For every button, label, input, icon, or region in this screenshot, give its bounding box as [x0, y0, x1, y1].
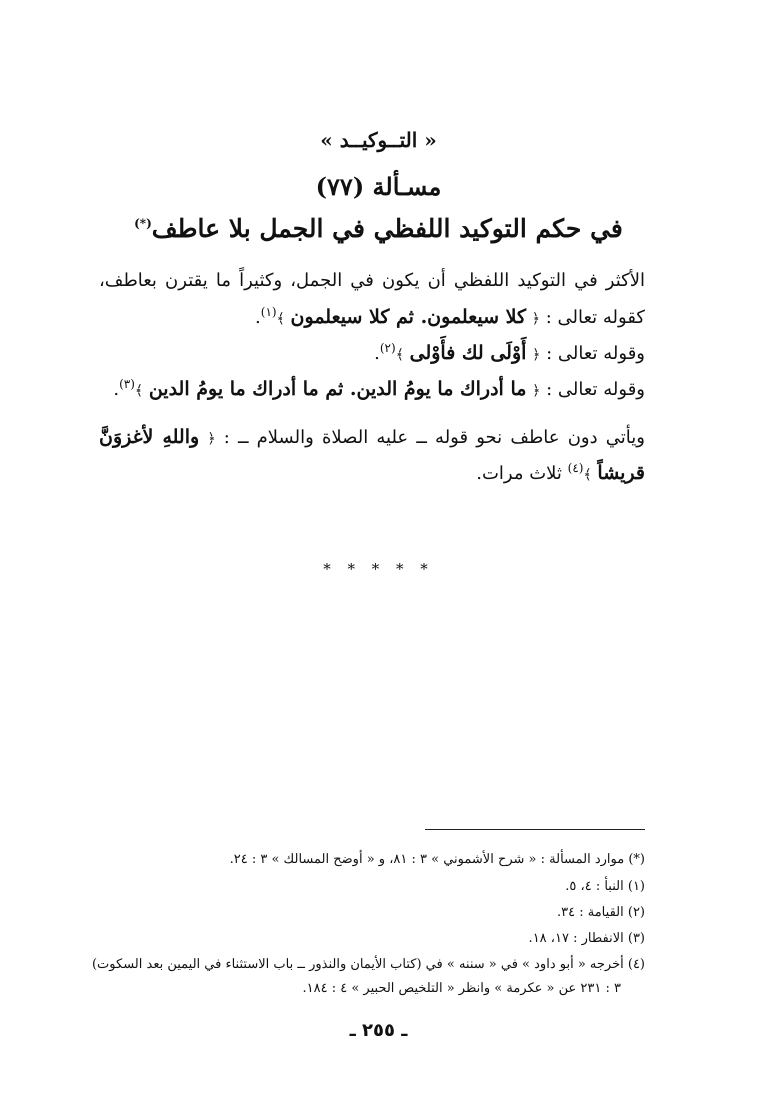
issue-heading [0, 214, 757, 243]
verse-intro: وقوله تعالى : [546, 343, 645, 364]
footnote-1: (١) النبأ : ٤، ٥. [565, 879, 645, 894]
issue-heading-text: في حكم التوكيد اللفظي في الجمل بلا عاطف [151, 214, 623, 243]
issue-heading-marker: (*) [134, 216, 152, 231]
quran-quote: أَوْلَى لك فأَوْلى [409, 342, 527, 364]
section-title: « التــوكيــد » [320, 128, 437, 152]
page-number: ـ ٢٥٥ ـ [349, 1020, 408, 1041]
footnote-3: (٣) الانفطار : ١٧، ١٨. [528, 931, 645, 946]
ornate-bracket-close: ﴾ [276, 311, 285, 327]
ornate-bracket-close: ﴾ [395, 347, 404, 363]
verse-intro: وقوله تعالى : [546, 379, 645, 400]
footnote-ref: (٤) [567, 461, 584, 475]
ornate-bracket-close: ﴾ [134, 383, 144, 399]
issue-title: مسـألة (٧٧) [315, 172, 442, 201]
footnote-4: (٤) أخرجه « أبو داود » في « سننه » في (كتاب الأيمان والنذور ــ باب الاستثناء في اليمين بعد السكوت) [91, 957, 645, 972]
body-line-4: وقوله تعالى : ﴿ ما أدراك ما يومُ الدين. ثم ما أدراك ما يومُ الدين ﴾$^{(٣)}$. [113, 377, 645, 400]
footnote-4-continued: ٣ : ٢٣١ عن « عكرمة » وانظر « التلخيص الحبير » ٤ : ١٨٤. [302, 981, 621, 996]
body-line-1: الأكثر في التوكيد اللفظي أن يكون في الجمل، وكثيراً ما يقترن بعاطف، [99, 270, 645, 291]
footnote-ref: (٢) [379, 341, 396, 355]
quran-quote: كلا سيعلمون. ثم كلا سيعلمون [290, 306, 527, 328]
quran-quote: ما أدراك ما يومُ الدين. ثم ما أدراك ما يومُ الدين [148, 378, 527, 400]
body-line-3: وقوله تعالى : ﴿ أَوْلَى لك فأَوْلى ﴾$^{(٢)}$. [374, 341, 645, 364]
footnote-ref: (١) [260, 305, 277, 319]
hadith-quote-end: قريشاً [597, 462, 645, 484]
hadith-intro: ويأتي دون عاطف نحو قوله ــ عليه الصلاة والسلام ــ : [223, 427, 645, 448]
ornate-bracket-open: ﴿ [207, 431, 216, 447]
body-line-6 [105, 458, 645, 490]
footnote-2: (٢) القيامة : ٣٤. [557, 905, 645, 920]
footnote-ref: (٣) [119, 377, 135, 391]
ornate-bracket-close: ﴾ [583, 467, 592, 483]
ornate-bracket-open: ﴿ [531, 311, 540, 327]
hadith-quote: واللهِ لأغزوَنَّ [99, 426, 200, 448]
hadith-suffix: ثلاث مرات. [476, 463, 562, 484]
ornate-bracket-open: ﴿ [532, 347, 541, 363]
footnote-sources: (*) موارد المسألة : « شرح الأشموني » ٣ : ٨١، و « أوضح المسالك » ٣ : ٢٤. [229, 852, 645, 867]
body-line-5 [99, 422, 645, 454]
body-line-2: كقوله تعالى : ﴿ كلا سيعلمون. ثم كلا سيعلمون ﴾$^{(١)}$. [255, 305, 645, 328]
section-separator: * * * * * [323, 560, 434, 578]
verse-intro: كقوله تعالى : [545, 307, 645, 328]
ornate-bracket-open: ﴿ [532, 383, 541, 399]
footnote-divider [425, 829, 645, 830]
